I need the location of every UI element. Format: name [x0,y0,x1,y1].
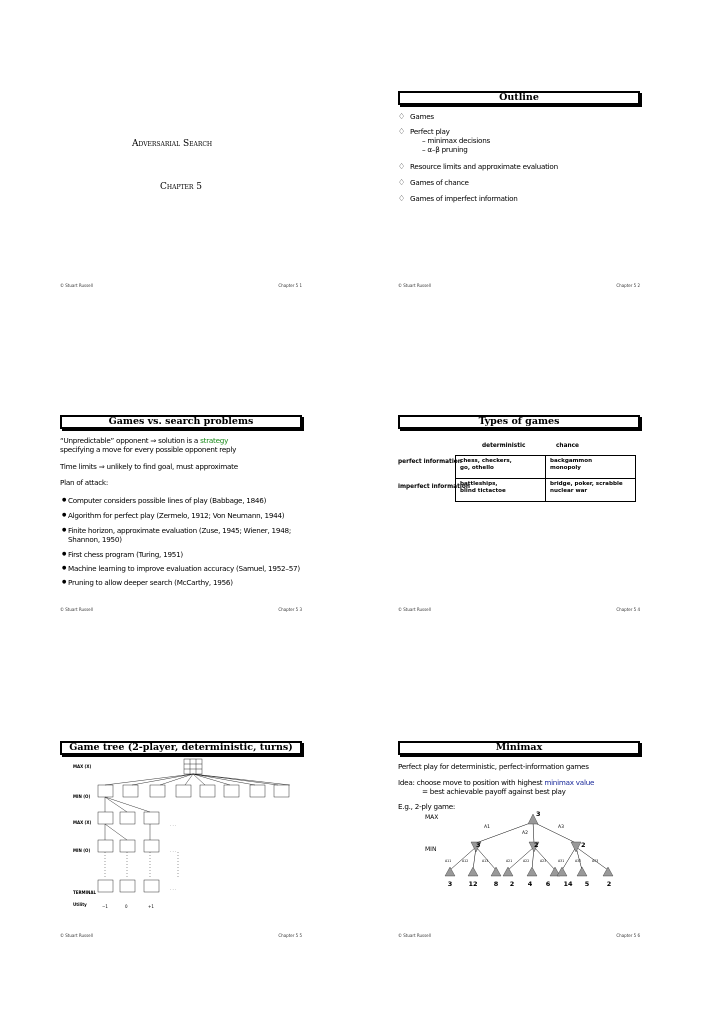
slide-title: Game tree (2-player, deterministic, turns) [60,741,302,755]
leaf-value: 8 [493,880,499,888]
leaf-node [557,867,567,876]
table-cell: battleships, blind tictactoe [456,479,546,502]
row-header: imperfect information [398,484,470,490]
footer-copyright: © Stuart Russell [60,283,93,288]
move-label: A2 [522,831,528,836]
leaf-move: A22 [523,859,530,863]
list-item-cont: Shannon, 1950) [68,535,122,544]
footer-copyright: © Stuart Russell [398,283,431,288]
slide-6 [398,738,670,948]
utility-value: +1 [148,904,154,909]
footer-page: Chapter 5 6 [616,933,640,938]
leaf-move: A21 [506,859,513,863]
leaf-move: A33 [592,859,599,863]
move-label: A1 [484,825,490,830]
leaf-move: A31 [558,859,565,863]
min-node [571,842,581,852]
slide-2 [398,88,670,298]
svg-text:. . .: . . . [170,822,177,827]
leaf-value: 2 [606,880,612,888]
leaf-node [491,867,501,876]
footer-page: Chapter 5 5 [278,933,302,938]
text-line [60,436,228,445]
table-row [456,479,636,502]
text-line [398,778,594,787]
leaf-value: 5 [584,880,590,888]
column-header: chance [556,443,579,449]
footer-copyright: © Stuart Russell [398,933,431,938]
text-line: Plan of attack: [60,478,109,487]
slide-title: Minimax [398,741,640,755]
leaf-move: A11 [445,859,452,863]
move-label: A3 [558,825,564,830]
footer-copyright: © Stuart Russell [60,607,93,612]
slide-3 [60,412,332,622]
min-value: 2 [581,841,586,849]
table-cell: backgammon monopoly [546,456,636,479]
list-item: ● Machine learning to improve evaluation accuracy (Samuel, 1952–57) [68,564,300,573]
level-label: MIN (O) [73,848,91,853]
slide-title: Games vs. search problems [60,415,302,429]
outline-item: ♢ Resource limits and approximate evaluation [410,162,558,171]
list-item: ● Finite horizon, approximate evaluation (Zuse, 1945; Wiener, 1948; [68,526,291,535]
leaf-node [603,867,613,876]
footer-page: Chapter 5 1 [278,283,302,288]
min-value: 2 [534,841,539,849]
svg-text:. . .: . . . [170,886,177,891]
slide-title: Outline [398,91,640,105]
outline-subitem: – minimax decisions [422,136,490,145]
minimax-term: minimax value [544,778,595,787]
leaf-move: A12 [462,859,469,863]
leaf-value: 2 [509,880,515,888]
leaf-node [503,867,513,876]
utility-value: 0 [125,904,128,909]
leaf-value: 3 [447,880,453,888]
svg-text:. . .: . . . [170,848,177,853]
footer-page: Chapter 5 2 [616,283,640,288]
level-label: MIN (O) [73,794,91,799]
text-line: specifying a move for every possible opponent reply [60,445,237,454]
slide-title: Adversarial Search [132,139,213,149]
text-line: = best achievable payoff against best play [422,787,566,796]
slide-5 [60,738,332,948]
leaf-move: A13 [482,859,489,863]
footer-copyright: © Stuart Russell [398,607,431,612]
outline-item: ♢ Games of imperfect information [410,194,518,203]
game-tree-diagram [60,756,300,936]
outline-item: ♢ Games [410,112,434,121]
slide-4 [398,412,670,622]
text-line: Perfect play for deterministic, perfect-information games [398,762,589,771]
level-label: TERMINAL [73,890,97,895]
strategy-term: strategy [200,436,229,445]
leaf-move: A23 [540,859,547,863]
level-label: MAX (X) [73,820,92,825]
max-label: MAX [425,814,439,821]
slide-1 [60,88,332,298]
column-header: deterministic [482,443,526,449]
list-item: ● Algorithm for perfect play (Zermelo, 1912; Von Neumann, 1944) [68,511,284,520]
slide-title: Types of games [398,415,640,429]
footer-page: Chapter 5 3 [278,607,302,612]
table-row [456,456,636,479]
list-item: ● First chess program (Turing, 1951) [68,550,183,559]
row-header: perfect information [398,459,462,465]
text-fragment: “Unpredictable” opponent ⇒ solution is a [60,436,201,445]
list-item: ● Pruning to allow deeper search (McCarthy, 1956) [68,578,233,587]
root-value: 3 [536,810,541,818]
leaf-value: 12 [468,880,478,888]
table-cell: chess, checkers, go, othello [456,456,546,479]
slide-subtitle: Chapter 5 [160,182,202,192]
leaf-node [577,867,587,876]
footer-page: Chapter 5 4 [616,607,640,612]
min-value: 3 [476,841,481,849]
leaf-node [468,867,478,876]
leaf-node [445,867,455,876]
leaf-value: 14 [563,880,573,888]
leaf-value: 4 [527,880,533,888]
table-cell: bridge, poker, scrabble nuclear war [546,479,636,502]
leaf-node [527,867,537,876]
leaf-move: A32 [575,859,582,863]
leaf-value: 6 [545,880,551,888]
minimax-tree [398,810,643,890]
min-label: MIN [425,846,437,853]
level-label: MAX (X) [73,764,92,769]
utility-value: −1 [102,904,108,909]
games-table [455,455,636,502]
level-label: Utility [73,902,87,907]
outline-subitem: – α–β pruning [422,145,468,154]
text-line: Time limits ⇒ unlikely to find goal, must approximate [60,462,238,471]
text-fragment: Idea: choose move to position with highest [398,778,545,787]
list-item: ● Computer considers possible lines of play (Babbage, 1846) [68,496,266,505]
footer-copyright: © Stuart Russell [60,933,93,938]
text-line: E.g., 2-ply game: [398,802,456,811]
outline-item: ♢ Games of chance [410,178,469,187]
outline-item: ♢ Perfect play [410,127,450,136]
